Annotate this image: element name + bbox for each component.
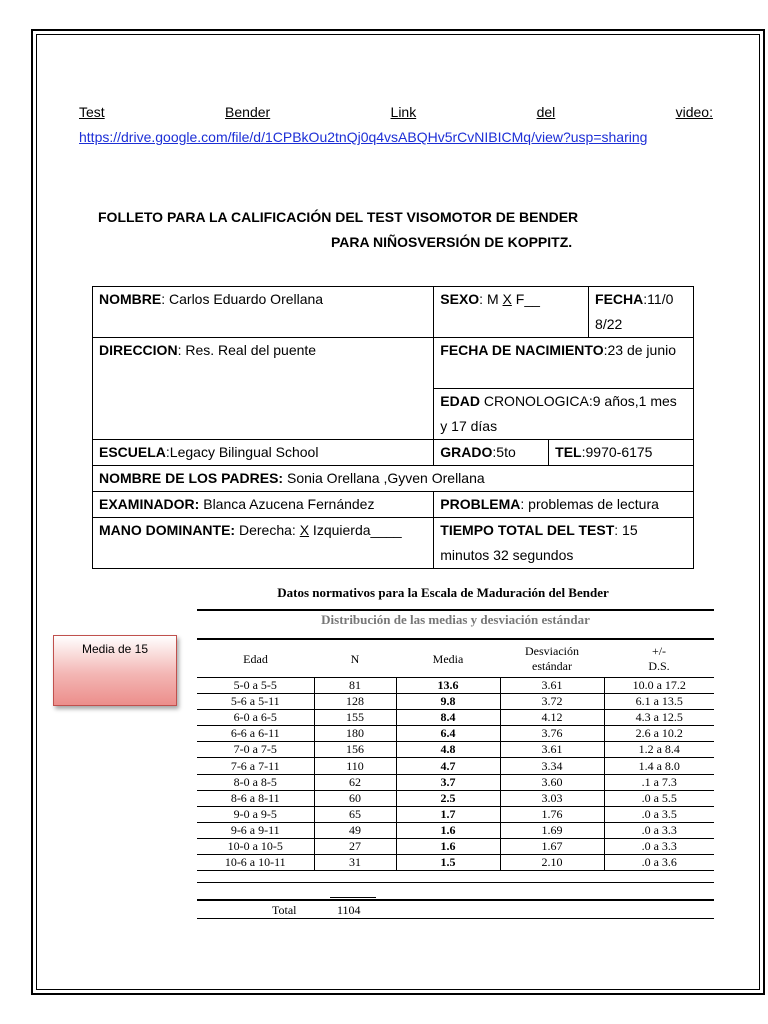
- cell-media: 2.5: [396, 790, 500, 806]
- tel-value: :9970-6175: [581, 444, 653, 460]
- header-word: Bender: [225, 104, 271, 120]
- nacimiento-label: FECHA DE NACIMIENTO: [440, 342, 604, 358]
- cell-ds: 2.6 a 10.2: [604, 726, 714, 742]
- cell-n: 110: [314, 758, 396, 774]
- cell-ds: 1.4 a 8.0: [604, 758, 714, 774]
- cell-desviacion: 3.60: [500, 774, 604, 790]
- cell-media: 8.4: [396, 710, 500, 726]
- cell-n: 49: [314, 822, 396, 838]
- cell-media: 13.6: [396, 678, 500, 694]
- norm-table-row: [197, 758, 714, 774]
- norm-table-row: [197, 806, 714, 822]
- media-callout-box: Media de 15: [53, 635, 177, 706]
- norm-header-rule: [197, 638, 714, 640]
- cell-edad: 9-0 a 9-5: [197, 806, 314, 822]
- edad-label: EDAD: [440, 393, 480, 409]
- norm-table-row: [197, 710, 714, 726]
- grado-label: GRADO: [440, 444, 493, 460]
- cell-media: 4.8: [396, 742, 500, 758]
- sexo-blank: __: [524, 291, 540, 307]
- col-header-desviacion: [500, 641, 604, 678]
- cell-desviacion: 3.72: [500, 694, 604, 710]
- cell-edad: 9-6 a 9-11: [197, 822, 314, 838]
- fecha-cell: [589, 287, 694, 338]
- header-word: video:: [675, 104, 713, 120]
- cell-desviacion: 4.12: [500, 710, 604, 726]
- grado-cell: [434, 440, 549, 466]
- norm-table-row: [197, 726, 714, 742]
- sexo-cell: [434, 287, 589, 338]
- fecha-label: FECHA: [595, 291, 644, 307]
- grado-value: :5to: [492, 444, 516, 460]
- total-sum-rule: [330, 897, 376, 898]
- cell-ds: 1.2 a 8.4: [604, 742, 714, 758]
- cell-desviacion: 1.69: [500, 822, 604, 838]
- escuela-label: ESCUELA: [99, 444, 166, 460]
- total-value: 1104: [337, 903, 361, 917]
- edad-cell: [434, 389, 694, 440]
- norm-end-rule: [197, 918, 714, 919]
- cell-desviacion: 1.67: [500, 838, 604, 854]
- mano-cell: [93, 518, 434, 569]
- direccion-cell: [93, 338, 434, 440]
- col-header-desviacion-line1: Desviación: [525, 644, 579, 658]
- cell-n: 31: [314, 855, 396, 871]
- cell-edad: 8-6 a 8-11: [197, 790, 314, 806]
- cell-ds: .0 a 3.3: [604, 838, 714, 854]
- header-word: Link: [390, 104, 417, 120]
- norm-table-subtitle: Distribución de las medias y desviación estándar: [321, 612, 590, 627]
- cell-n: 180: [314, 726, 396, 742]
- nacimiento-cell: [434, 338, 694, 389]
- cell-media: 3.7: [396, 774, 500, 790]
- norm-table-body: [197, 678, 714, 871]
- tiempo-cell: [434, 518, 694, 569]
- cell-n: 156: [314, 742, 396, 758]
- cell-ds: .1 a 7.3: [604, 774, 714, 790]
- col-header-media: Media: [396, 641, 500, 678]
- mano-label: MANO DOMINANTE:: [99, 522, 236, 538]
- norm-table-row: [197, 694, 714, 710]
- padres-cell: [93, 466, 694, 492]
- examinador-cell: [93, 492, 434, 518]
- total-label: Total: [272, 903, 297, 917]
- sexo-m: : M: [479, 291, 503, 307]
- cell-media: 1.5: [396, 855, 500, 871]
- cell-media: 9.8: [396, 694, 500, 710]
- patient-info-table: [92, 286, 694, 569]
- col-header-ds: [604, 641, 714, 678]
- tiempo-label: TIEMPO TOTAL DEL TEST: [440, 522, 615, 538]
- cell-ds: .0 a 3.3: [604, 822, 714, 838]
- video-link[interactable]: https://drive.google.com/file/d/1CPBkOu2tnQj0q4vsABQHv5rCvNIBICMq/view?usp=sharing: [79, 129, 648, 145]
- padres-label: NOMBRE DE LOS PADRES:: [99, 470, 284, 486]
- col-header-n: N: [314, 641, 396, 678]
- norm-table-row: [197, 790, 714, 806]
- cell-edad: 10-6 a 10-11: [197, 855, 314, 871]
- norm-table-row: [197, 678, 714, 694]
- problema-value: : problemas de lectura: [520, 496, 659, 512]
- nombre-cell: [93, 287, 434, 338]
- tel-label: TEL: [555, 444, 582, 460]
- cell-desviacion: 3.61: [500, 678, 604, 694]
- cell-desviacion: 3.61: [500, 742, 604, 758]
- col-header-edad: Edad: [197, 641, 314, 678]
- padres-value: Sonia Orellana ,Gyven Orellana: [283, 470, 485, 486]
- direccion-value: : Res. Real del puente: [177, 342, 317, 358]
- cell-media: 1.6: [396, 822, 500, 838]
- document-title-line1: FOLLETO PARA LA CALIFICACIÓN DEL TEST VISOMOTOR DE BENDER: [98, 209, 579, 225]
- edad-value: CRONOLOGICA:9 años,1 mes y 17 días: [440, 393, 677, 434]
- cell-desviacion: 3.76: [500, 726, 604, 742]
- cell-desviacion: 2.10: [500, 855, 604, 871]
- cell-ds: 10.0 a 17.2: [604, 678, 714, 694]
- norm-total-rule: [197, 899, 714, 901]
- norm-table-row: [197, 838, 714, 854]
- mano-mark: X: [299, 522, 310, 538]
- header-word: del: [536, 104, 556, 120]
- sexo-mark: X: [502, 291, 512, 307]
- cell-ds: 4.3 a 12.5: [604, 710, 714, 726]
- norm-table-row: [197, 774, 714, 790]
- escuela-value: :Legacy Bilingual School: [165, 444, 319, 460]
- cell-edad: 10-0 a 10-5: [197, 838, 314, 854]
- cell-desviacion: 3.03: [500, 790, 604, 806]
- escuela-cell: [93, 440, 434, 466]
- cell-edad: 5-6 a 5-11: [197, 694, 314, 710]
- sexo-f: F: [511, 291, 525, 307]
- examinador-value: Blanca Azucena Fernández: [199, 496, 375, 512]
- norm-table-title: Datos normativos para la Escala de Maduración del Bender: [277, 585, 609, 600]
- cell-media: 6.4: [396, 726, 500, 742]
- nombre-value: : Carlos Eduardo Orellana: [161, 291, 324, 307]
- mano-value2: Izquierda: [309, 522, 371, 538]
- cell-media: 1.7: [396, 806, 500, 822]
- col-header-ds-line1: +/-: [651, 644, 667, 658]
- cell-media: 1.6: [396, 838, 500, 854]
- cell-n: 81: [314, 678, 396, 694]
- cell-n: 27: [314, 838, 396, 854]
- norm-table-row: [197, 742, 714, 758]
- cell-ds: 6.1 a 13.5: [604, 694, 714, 710]
- cell-edad: 5-0 a 5-5: [197, 678, 314, 694]
- cell-n: 62: [314, 774, 396, 790]
- cell-edad: 7-6 a 7-11: [197, 758, 314, 774]
- cell-media: 4.7: [396, 758, 500, 774]
- norm-table-row: [197, 822, 714, 838]
- cell-edad: 6-6 a 6-11: [197, 726, 314, 742]
- cell-ds: .0 a 3.6: [604, 855, 714, 871]
- norm-table: [197, 641, 714, 871]
- cell-desviacion: 3.34: [500, 758, 604, 774]
- norm-top-rule: [197, 609, 714, 611]
- header-word: Test: [79, 104, 105, 120]
- col-header-desviacion-line2: estándar: [532, 659, 572, 673]
- cell-edad: 8-0 a 8-5: [197, 774, 314, 790]
- norm-table-row: [197, 855, 714, 871]
- tiempo-value: : 15 minutos 32 segundos: [440, 522, 638, 563]
- nacimiento-value: :23 de junio: [603, 342, 677, 358]
- cell-edad: 6-0 a 6-5: [197, 710, 314, 726]
- cell-ds: .0 a 5.5: [604, 790, 714, 806]
- header-line: [79, 104, 713, 120]
- cell-n: 60: [314, 790, 396, 806]
- fecha-value: :11/0 8/22: [595, 291, 674, 332]
- norm-bottom-rule: [197, 882, 714, 883]
- problema-cell: [434, 492, 694, 518]
- cell-n: 155: [314, 710, 396, 726]
- sexo-label: SEXO: [440, 291, 480, 307]
- direccion-label: DIRECCION: [99, 342, 178, 358]
- cell-desviacion: 1.76: [500, 806, 604, 822]
- examinador-label: EXAMINADOR:: [99, 496, 200, 512]
- mano-blank: ____: [370, 522, 402, 538]
- cell-edad: 7-0 a 7-5: [197, 742, 314, 758]
- cell-n: 65: [314, 806, 396, 822]
- nombre-label: NOMBRE: [99, 291, 162, 307]
- tel-cell: [549, 440, 694, 466]
- document-title-line2: PARA NIÑOSVERSIÓN DE KOPPITZ.: [331, 234, 573, 250]
- cell-ds: .0 a 3.5: [604, 806, 714, 822]
- col-header-ds-line2: D.S.: [648, 659, 670, 673]
- mano-value: Derecha:: [235, 522, 300, 538]
- problema-label: PROBLEMA: [440, 496, 521, 512]
- cell-n: 128: [314, 694, 396, 710]
